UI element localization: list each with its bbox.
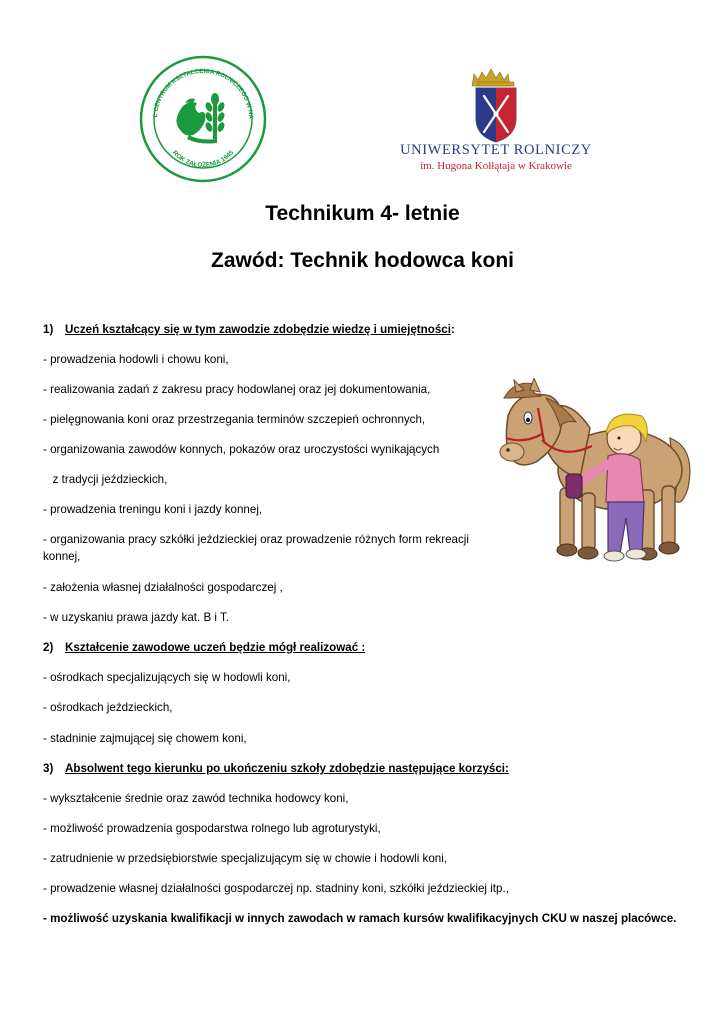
section-heading-text: Uczeń kształcący się w tym zawodzie zdobędzie wiedzę i umiejętności [65, 323, 451, 336]
horse-illustration [490, 378, 695, 576]
list-item: - ośrodkach jeździeckich, [43, 701, 173, 714]
list-item: konnej, [43, 550, 81, 563]
list-item: - pielęgnowania koni oraz przestrzegania terminów szczepień ochronnych, [43, 413, 426, 426]
section-number: 1) [43, 323, 54, 336]
svg-text:ROK ZAŁOŻENIA 1945: ROK ZAŁOŻENIA 1945 [170, 149, 236, 170]
section-3-heading [43, 762, 509, 776]
section-1-heading [43, 323, 455, 337]
list-item: - ośrodkach specjalizujących się w hodowli koni, [43, 671, 291, 684]
svg-text:ZESPÓŁ SZKÓŁ CENTRUM KSZTAŁCEN: Ł CENTRUM KSZTAŁCENIA ROLNICZEGO W NA [152, 67, 255, 120]
page-subtitle: Zawód: Technik hodowca koni [211, 249, 514, 272]
list-item: - prowadzenia treningu koni i jazdy konnej, [43, 503, 263, 516]
list-item: z tradycji jeździeckich, [43, 473, 168, 486]
section-heading-text: Absolwent tego kierunku po ukończeniu szkoły zdobędzie następujące korzyści: [65, 762, 509, 775]
svg-text:UNIWERSYTET ROLNICZY: UNIWERSYTET ROLNICZY [400, 142, 592, 158]
school-seal-logo [139, 55, 267, 183]
list-item: - stadninie zajmującej się chowem koni, [43, 732, 247, 745]
section-number: 2) [43, 641, 54, 654]
list-item: - wykształcenie średnie oraz zawód technika hodowcy koni, [43, 792, 349, 805]
list-item: - możliwość prowadzenia gospodarstwa rolnego lub agroturystyki, [43, 822, 381, 835]
list-item: - prowadzenia hodowli i chowu koni, [43, 353, 229, 366]
list-item: - organizowania zawodów konnych, pokazów oraz uroczystości wynikających [43, 443, 440, 456]
page-title: Technikum 4- letnie [265, 202, 460, 225]
svg-text:im. Hugona Kołłątaja w Krakowi: im. Hugona Kołłątaja w Krakowie [420, 160, 572, 172]
section-number: 3) [43, 762, 54, 775]
list-item: - prowadzenie własnej działalności gospodarczej np. stadniny koni, szkółki jeździeckiej itp., [43, 882, 509, 895]
section-heading-text: Kształcenie zawodowe uczeń będzie mógł realizować : [65, 641, 366, 654]
list-item: - realizowania zadań z zakresu pracy hodowlanej oraz jej dokumentowania, [43, 383, 431, 396]
list-item: - w uzyskaniu prawa jazdy kat. B i T. [43, 611, 230, 624]
list-item: - założenia własnej działalności gospodarczej , [43, 581, 283, 594]
list-item: - organizowania pracy szkółki jeździeckiej oraz prowadzenie różnych form rekreacji [43, 533, 469, 546]
section-heading-suffix: : [450, 323, 455, 336]
section-2-heading [43, 641, 365, 655]
final-bold-item: - możliwość uzyskania kwalifikacji w innych zawodach w ramach kursów kwalifikacyjnych CKU w naszej placówce. [43, 912, 677, 925]
list-item: - zatrudnienie w przedsiębiorstwie specjalizującym się w chowie i hodowli koni, [43, 852, 448, 865]
university-logo [396, 66, 596, 174]
